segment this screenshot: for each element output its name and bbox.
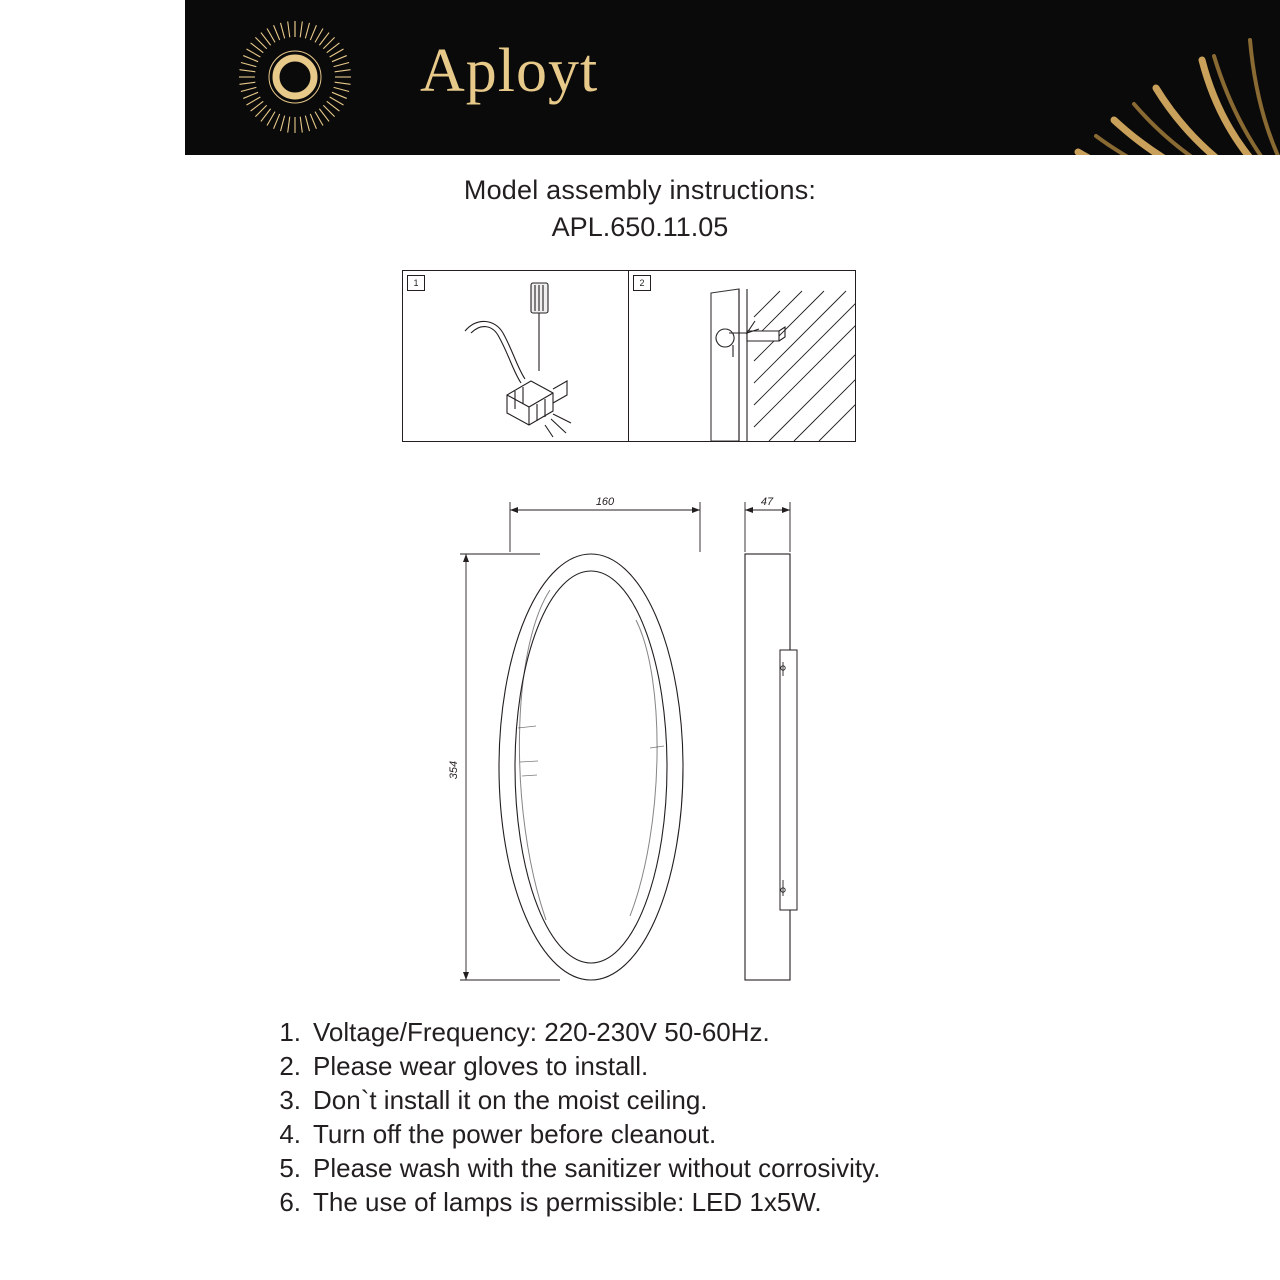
assembly-step-1 <box>402 270 629 442</box>
list-item-index: 4. <box>279 1119 301 1149</box>
dimension-width-label: 160 <box>595 496 615 508</box>
assembly-steps <box>402 270 856 442</box>
list-item <box>255 1185 1215 1219</box>
model-code: APL.650.11.05 <box>551 212 729 242</box>
list-item <box>255 1117 1215 1151</box>
list-item <box>255 1151 1215 1185</box>
list-item-text: Don`t install it on the moist ceiling. <box>313 1085 708 1115</box>
brand-wordmark: Aployt <box>420 37 599 105</box>
sunburst-logo-icon <box>235 17 355 137</box>
brand-banner <box>185 0 1280 155</box>
step-number-badge: 1 <box>407 275 425 291</box>
list-item-index: 5. <box>279 1153 301 1183</box>
page-title <box>0 175 1280 243</box>
wall-mount-bracket-diagram-icon <box>629 271 856 443</box>
title-text: Model assembly instructions: <box>463 175 817 205</box>
list-item-text: Please wear gloves to install. <box>313 1051 649 1081</box>
list-item-text: Turn off the power before cleanout. <box>313 1119 717 1149</box>
step-number-badge: 2 <box>633 275 651 291</box>
gold-rays-decoration-icon <box>790 0 1280 155</box>
dimension-height-label: 354 <box>448 760 460 780</box>
technical-drawing <box>440 480 860 1010</box>
list-item-index: 1. <box>279 1017 301 1047</box>
list-item-index: 3. <box>279 1085 301 1115</box>
list-item-text: The use of lamps is permissible: LED 1x5W. <box>313 1187 822 1217</box>
list-item-index: 6. <box>279 1187 301 1217</box>
instruction-notes-list <box>255 1015 1215 1219</box>
list-item <box>255 1015 1215 1049</box>
list-item-text: Voltage/Frequency: 220-230V 50-60Hz. <box>313 1017 770 1047</box>
list-item-text: Please wash with the sanitizer without corrosivity. <box>313 1153 881 1183</box>
list-item <box>255 1049 1215 1083</box>
wiring-connector-screwdriver-diagram-icon <box>403 271 630 443</box>
list-item-index: 2. <box>279 1051 301 1081</box>
assembly-step-2 <box>629 270 856 442</box>
list-item <box>255 1083 1215 1117</box>
dimension-depth-label: 47 <box>760 496 774 508</box>
